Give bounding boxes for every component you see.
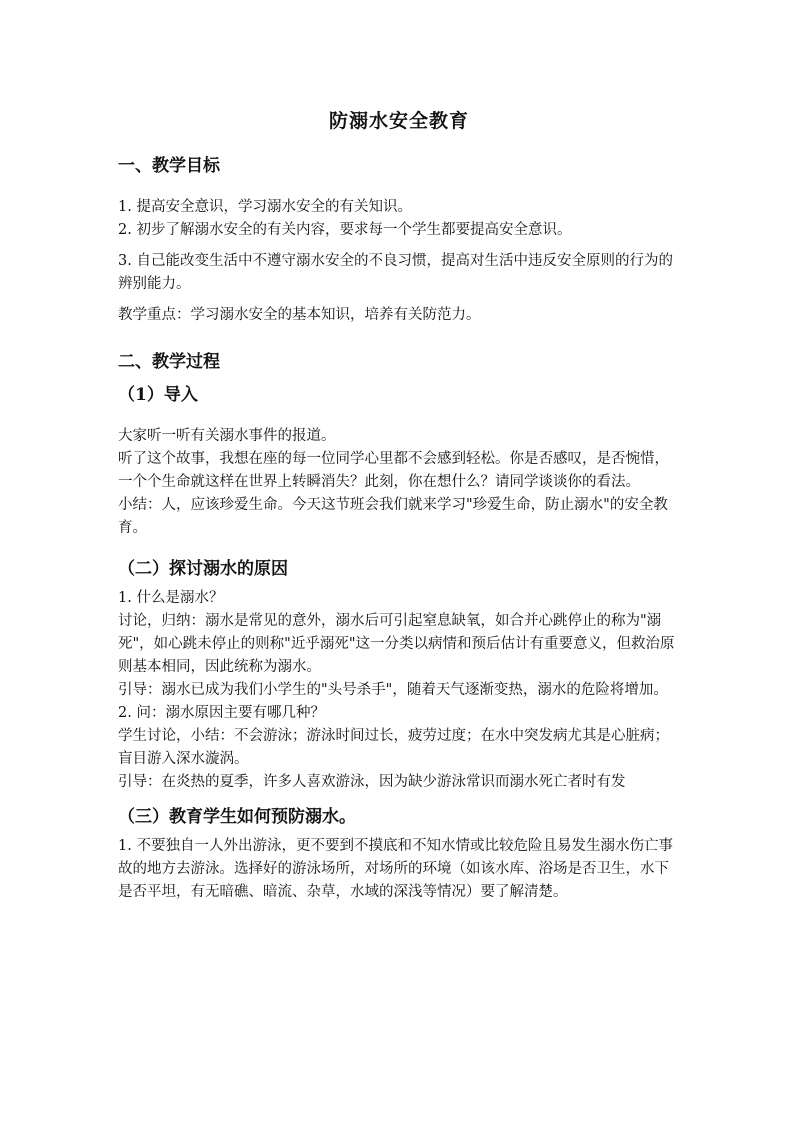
subsection-heading-prevention: （三）教育学生如何预防溺水。 (118, 807, 356, 827)
teaching-focus: 教学重点：学习溺水安全的基本知识，培养有关防范力。 (118, 307, 481, 323)
prevention-paragraph-1: 1. 不要独自一人外出游泳，更不要到不摸底和不知水情或比较危险且易发生溺水伤亡事故的地方去游泳。选择好的游泳场所，对场所的环境（如该水库、浴场是否卫生，水下是否平坦，有无暗礁、暗流、杂草，水域的深浅等情况）要了解清楚。 (118, 838, 673, 900)
objective-3: 3. 自己能改变生活中不遵守溺水安全的不良习惯，提高对生活中违反安全原则的行为的辨别能力。 (118, 253, 673, 292)
intro-summary: 小结：人，应该珍爱生命。今天这节班会我们就来学习"珍爱生命，防止溺水"的安全教育。 (118, 497, 668, 536)
subsection-heading-intro: （1）导入 (118, 385, 198, 405)
causes-guidance-1: 引导：溺水已成为我们小学生的"头号杀手"，随着天气逐渐变热，溺水的危险将增加。 (118, 682, 668, 698)
intro-paragraph-1: 大家听一听有关溺水事件的报道。 (118, 428, 336, 444)
subsection-heading-causes: （二）探讨溺水的原因 (118, 559, 288, 579)
causes-guidance-2: 引导：在炎热的夏季，许多人喜欢游泳，因为缺少游泳常识而溺水死亡者时有发 (118, 774, 626, 790)
causes-discussion: 讨论，归纳：溺水是常见的意外，溺水后可引起窒息缺氧，如合并心跳停止的称为"溺死"，如心跳未停止的则称"近乎溺死"这一分类以病情和预后估计有重要意义，但救治原则基本相同，因此统称为溺水。 (118, 613, 675, 675)
objective-1: 1. 提高安全意识，学习溺水安全的有关知识。 (118, 199, 412, 215)
section-heading-objectives: 一、教学目标 (118, 156, 220, 176)
causes-summary: 学生讨论，小结：不会游泳；游泳时间过长，疲劳过度；在水中突发病尤其是心脏病；盲目游入深水漩涡。 (118, 728, 669, 767)
causes-question-1: 1. 什么是溺水？ (118, 590, 224, 606)
document-page (118, 96, 680, 904)
section-heading-process: 二、教学过程 (118, 352, 220, 372)
objective-2: 2. 初步了解溺水安全的有关内容，要求每一个学生都要提高安全意识。 (118, 222, 572, 238)
causes-question-2: 2. 问：溺水原因主要有哪几种？ (118, 705, 325, 721)
document-title: 防溺水安全教育 (328, 110, 469, 132)
intro-paragraph-2: 听了这个故事，我想在座的每一位同学心里都不会感到轻松。你是否感叹，是否惋惜，一个个生命就这样在世界上转瞬消失？此刻，你在想什么？请同学谈谈你的看法。 (118, 451, 669, 490)
